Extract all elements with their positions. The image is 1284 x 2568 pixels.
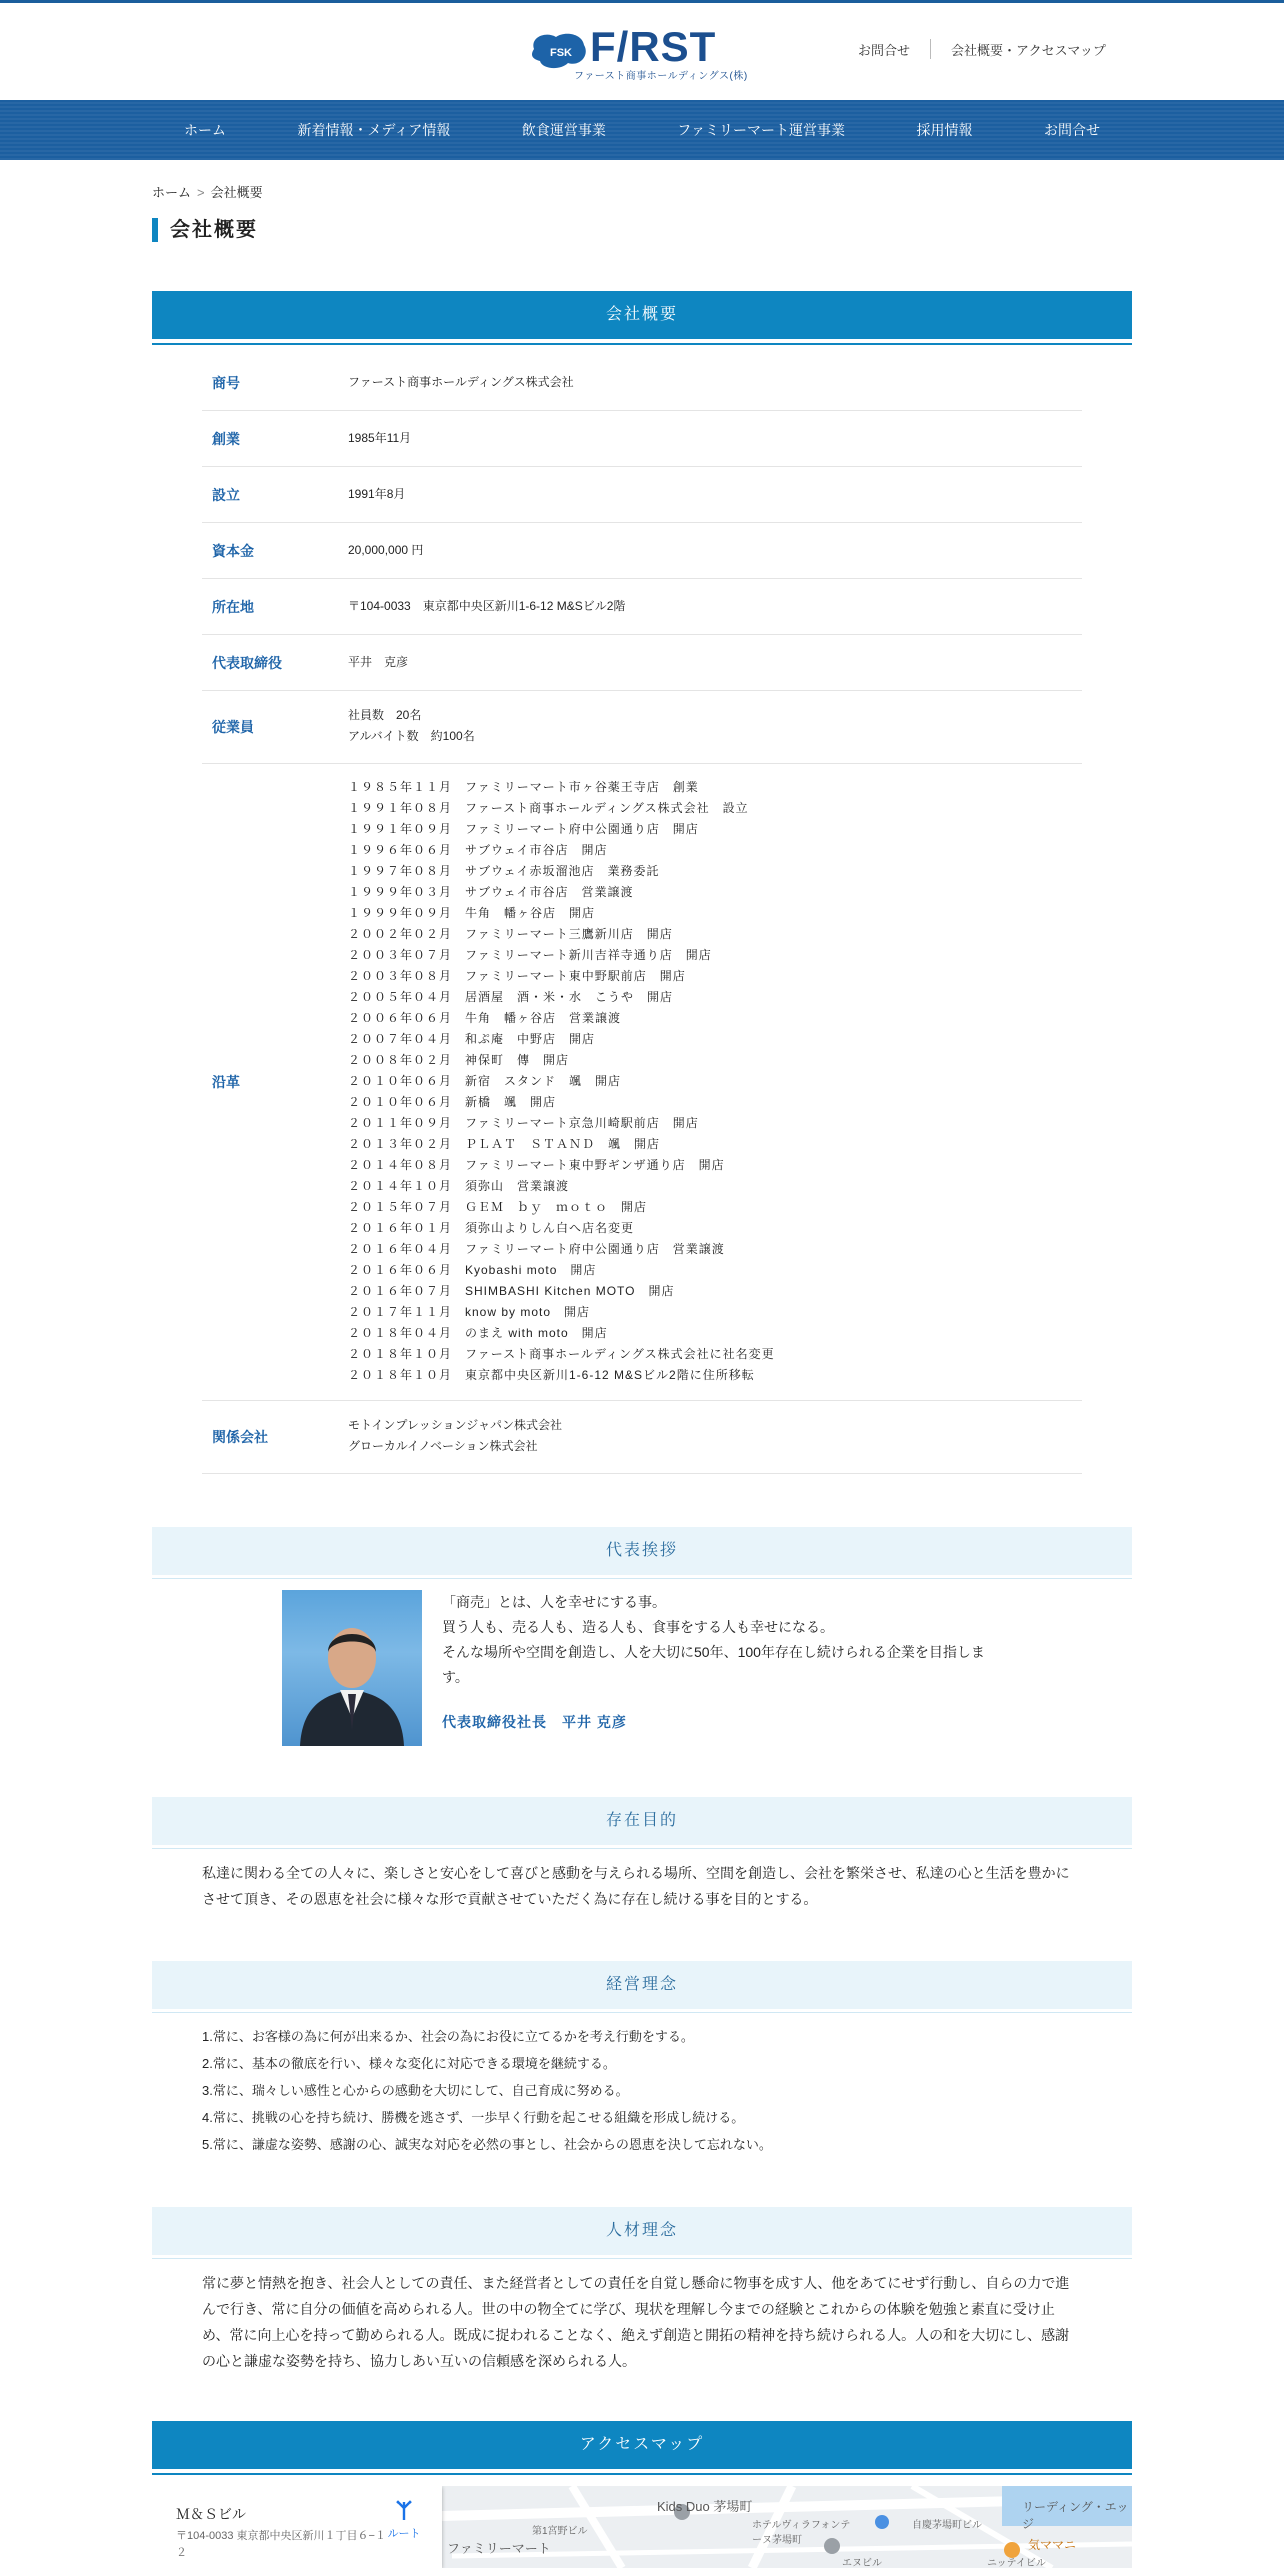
history-item: １９８５年１１月 ファミリーマート市ヶ谷薬王寺店 創業 [348, 780, 699, 794]
global-nav [0, 100, 1284, 160]
history-item: １９９７年０８月 サブウェイ赤坂溜池店 業務委託 [348, 864, 660, 878]
purpose-text: 私達に関わる全ての人々に、楽しさと安心をして喜びと感動を与えられる場所、空間を創造し、会社を繁栄させ、私達の心と生活を豊かにさせて頂き、その恩恵を社会に様々な形で貢献させていただく為に存在し続ける事を目的とする。 [202, 1865, 1070, 1907]
site-header [0, 3, 1284, 100]
history-item: ２００８年０２月 神保町 傳 開店 [348, 1053, 570, 1067]
map-label: 第1宮野ビル [532, 2526, 588, 2537]
history-item: １９９１年０８月 ファースト商事ホールディングス株式会社 設立 [348, 801, 749, 815]
breadcrumb-separator: > [197, 185, 205, 200]
table-row-related [202, 1401, 1082, 1474]
history-item: １９９１年０９月 ファミリーマート府中公園通り店 開店 [348, 822, 699, 836]
svg-text:FSK: FSK [550, 47, 572, 59]
map-label: エヌビル [842, 2558, 882, 2568]
map-label: ニッテイビル [987, 2558, 1046, 2568]
employees-staff: 社員数 20名 [348, 708, 422, 722]
history-item: ２００２年０２月 ファミリーマート三鷹新川店 開店 [348, 927, 673, 941]
history-item: ２０１０年０６月 新宿 スタンド 颯 開店 [348, 1074, 622, 1088]
table-row [202, 467, 1082, 523]
history-item: ２０１６年０１月 須弥山よりしん白へ店名変更 [348, 1221, 635, 1235]
map-label: ホテルヴィラフォンテーヌ茅場町 [752, 2520, 851, 2546]
map-label: ファミリーマート [447, 2541, 551, 2556]
row-label: 所在地 [212, 598, 254, 615]
route-button[interactable] [384, 2500, 424, 2541]
row-label: 創業 [212, 430, 240, 447]
history-item: ２０１６年０６月 Kyobashi moto 開店 [348, 1263, 597, 1277]
section-heading-philosophy: 経営理念 [152, 1961, 1132, 2009]
row-value: ファースト商事ホールディングス株式会社 [348, 375, 574, 389]
header-link-company[interactable]: 会社概要・アクセスマップ [951, 42, 1106, 58]
history-item: １９９９年０３月 サブウェイ市谷店 営業譲渡 [348, 885, 634, 899]
header-link-contact[interactable]: お問合せ [858, 42, 911, 58]
place-name: Ｍ＆Ｓビル [176, 2506, 246, 2522]
list-item: 1.常に、お客様の為に何が出来るか、社会の為にお役に立てるかを考え行動をする。 [202, 2029, 694, 2044]
route-label: ルート [387, 2528, 421, 2540]
list-item: 3.常に、瑞々しい感性と心からの感動を大切にして、自己育成に努める。 [202, 2083, 629, 2098]
nav-item-news[interactable]: 新着情報・メディア情報 [297, 122, 451, 138]
access-map[interactable] [152, 2486, 1132, 2568]
row-value [348, 691, 1082, 763]
history-item: ２００６年０６月 牛角 幡ヶ谷店 営業譲渡 [348, 1011, 622, 1025]
row-label: 従業員 [212, 719, 254, 735]
history-item: ２０１６年０７月 SHIMBASHI Kitchen MOTO 開店 [348, 1284, 675, 1298]
site-logo[interactable] [528, 23, 748, 82]
row-label: 沿革 [212, 1074, 240, 1090]
row-value [348, 1401, 1082, 1473]
row-label: 関係会社 [212, 1429, 268, 1445]
map-label: Kids Duo 茅場町 [657, 2499, 753, 2514]
ceo-photo [282, 1590, 422, 1746]
row-label: 代表取締役 [212, 654, 282, 671]
list-item: 2.常に、基本の徹底を行い、様々な変化に対応できる環境を継続する。 [202, 2056, 616, 2071]
map-place-card [152, 2486, 442, 2568]
map-label: 気ママニ [1028, 2538, 1077, 2552]
history-item: ２００５年０４月 居酒屋 酒・米・水 こうや 開店 [348, 990, 674, 1004]
history-item: ２０１１年０９月 ファミリーマート京急川崎駅前店 開店 [348, 1116, 699, 1130]
ceo-portrait-icon [282, 1590, 422, 1746]
section-heading-overview: 会社概要 [152, 291, 1132, 339]
row-value: 平井 克彦 [348, 655, 409, 669]
table-row [202, 523, 1082, 579]
table-row [202, 635, 1082, 691]
history-item: ２０１８年１０月 ファースト商事ホールディングス株式会社に社名変更 [348, 1347, 775, 1361]
history-item: １９９６年０６月 サブウェイ市谷店 開店 [348, 843, 608, 857]
breadcrumb-home[interactable]: ホーム [152, 185, 192, 200]
row-label: 商号 [212, 374, 240, 391]
breadcrumb [152, 182, 263, 201]
table-row-history [202, 764, 1082, 1401]
list-item: 4.常に、挑戦の心を持ち続け、勝機を逃さず、一歩早く行動を起こせる組織を形成し続ける。 [202, 2110, 745, 2125]
philosophy-list [202, 2023, 1082, 2158]
header-links [858, 39, 1106, 59]
logo-mark-icon [528, 29, 590, 71]
row-label: 設立 [212, 486, 240, 503]
nav-item-restaurant[interactable]: 飲食運営事業 [521, 122, 606, 138]
history-list [348, 764, 1082, 1400]
employees-parttime: アルバイト数 約100名 [348, 729, 475, 743]
section-heading-hr: 人材理念 [152, 2207, 1132, 2255]
history-item: ２０１０年０６月 新橋 颯 開店 [348, 1095, 557, 1109]
table-row [202, 579, 1082, 635]
page-title: 会社概要 [152, 218, 258, 242]
hr-text: 常に夢と情熱を抱き、社会人としての責任、また経営者としての責任を自覚し懸命に物事を成す人、他をあてにせず行動し、自らの力で進んで行き、常に自分の価値を高められる人。世の中の物全てに学び、現状を理解し今までの経験とこれからの体験を勉強と素直に受け止め、常に向上心を持って勤められる人。既成に捉われることなく、絶えず創造と開拓の精神を持ち続けられる人。人の和を大切にし、感謝の心と謙虚な姿勢を持ち、協力しあい互いの信頼感を深められる人。 [202, 2275, 1070, 2369]
row-label: 資本金 [212, 542, 254, 559]
section-heading-access: アクセスマップ [152, 2421, 1132, 2469]
row-value: 〒104-0033 東京都中央区新川1-6-12 M&Sビル2階 [348, 599, 626, 613]
history-item: ２０１４年０８月 ファミリーマート東中野ギンザ通り店 開店 [348, 1158, 725, 1172]
list-item: 5.常に、謙虚な姿勢、感謝の心、誠実な対応を必然の事とし、社会からの恩恵を決して忘れない。 [202, 2137, 772, 2152]
map-label: 自慶茅場町ビル [912, 2520, 982, 2531]
history-item: ２００３年０８月 ファミリーマート東中野駅前店 開店 [348, 969, 686, 983]
company-overview-table [202, 355, 1082, 1474]
nav-item-home[interactable]: ホーム [184, 122, 226, 138]
nav-item-contact[interactable]: お問合せ [1043, 122, 1100, 138]
history-item: １９９９年０９月 牛角 幡ヶ谷店 開店 [348, 906, 596, 920]
row-value: 1985年11月 [348, 431, 412, 445]
history-item: ２００３年０７月 ファミリーマート新川吉祥寺通り店 開店 [348, 948, 712, 962]
place-address: 〒104-0033 東京都中央区新川１丁目６−１２ [176, 2530, 386, 2559]
section-heading-greeting: 代表挨拶 [152, 1527, 1132, 1575]
directions-icon [393, 2500, 415, 2522]
table-row-employees [202, 691, 1082, 764]
table-row [202, 411, 1082, 467]
history-item: ２０１４年１０月 須弥山 営業譲渡 [348, 1179, 570, 1193]
history-item: ２０１８年０４月 のまえ with moto 開店 [348, 1326, 608, 1340]
section-heading-purpose: 存在目的 [152, 1797, 1132, 1845]
history-item: ２００７年０４月 和ぷ庵 中野店 開店 [348, 1032, 596, 1046]
map-label: リーディング・エッジ [1022, 2500, 1129, 2531]
history-item: ２０１６年０４月 ファミリーマート府中公園通り店 営業譲渡 [348, 1242, 725, 1256]
history-item: ２０１７年１１月 know by moto 開店 [348, 1305, 591, 1319]
related-company: グローカルイノベーション株式会社 [348, 1439, 538, 1453]
greeting-line: 「商売」とは、人を幸せにする事。 [442, 1594, 666, 1610]
breadcrumb-current: 会社概要 [210, 185, 263, 200]
greeting-signature: 代表取締役社長 平井 克彦 [442, 1714, 627, 1730]
row-value: 1991年8月 [348, 487, 406, 501]
history-item: ２０１８年１０月 東京都中央区新川1-6-12 M&Sビル2階に住所移転 [348, 1368, 755, 1382]
logo-wordmark: F/RST [590, 23, 717, 70]
related-company: モトインプレッションジャパン株式会社 [348, 1418, 563, 1432]
logo-subtitle: ファースト商事ホールディングス(株) [574, 71, 748, 82]
header-link-divider [930, 39, 931, 59]
history-item: ２０１５年０７月 ＧＥＭ ｂｙ ｍｏｔｏ 開店 [348, 1200, 648, 1214]
nav-item-familymart[interactable]: ファミリーマート運営事業 [677, 122, 846, 138]
greeting-line: 買う人も、売る人も、造る人も、食事をする人も幸せになる。 [442, 1619, 834, 1635]
row-value: 20,000,000 円 [348, 543, 424, 557]
greeting-message [442, 1590, 1002, 1690]
table-row [202, 355, 1082, 411]
greeting-line: そんな場所や空間を創造し、人を大切に50年、100年存在し続けられる企業を目指します。 [442, 1644, 985, 1685]
history-item: ２０１３年０２月 ＰＬＡＴ ＳＴＡＮＤ 颯 開店 [348, 1137, 661, 1151]
nav-item-recruit[interactable]: 採用情報 [916, 122, 973, 138]
